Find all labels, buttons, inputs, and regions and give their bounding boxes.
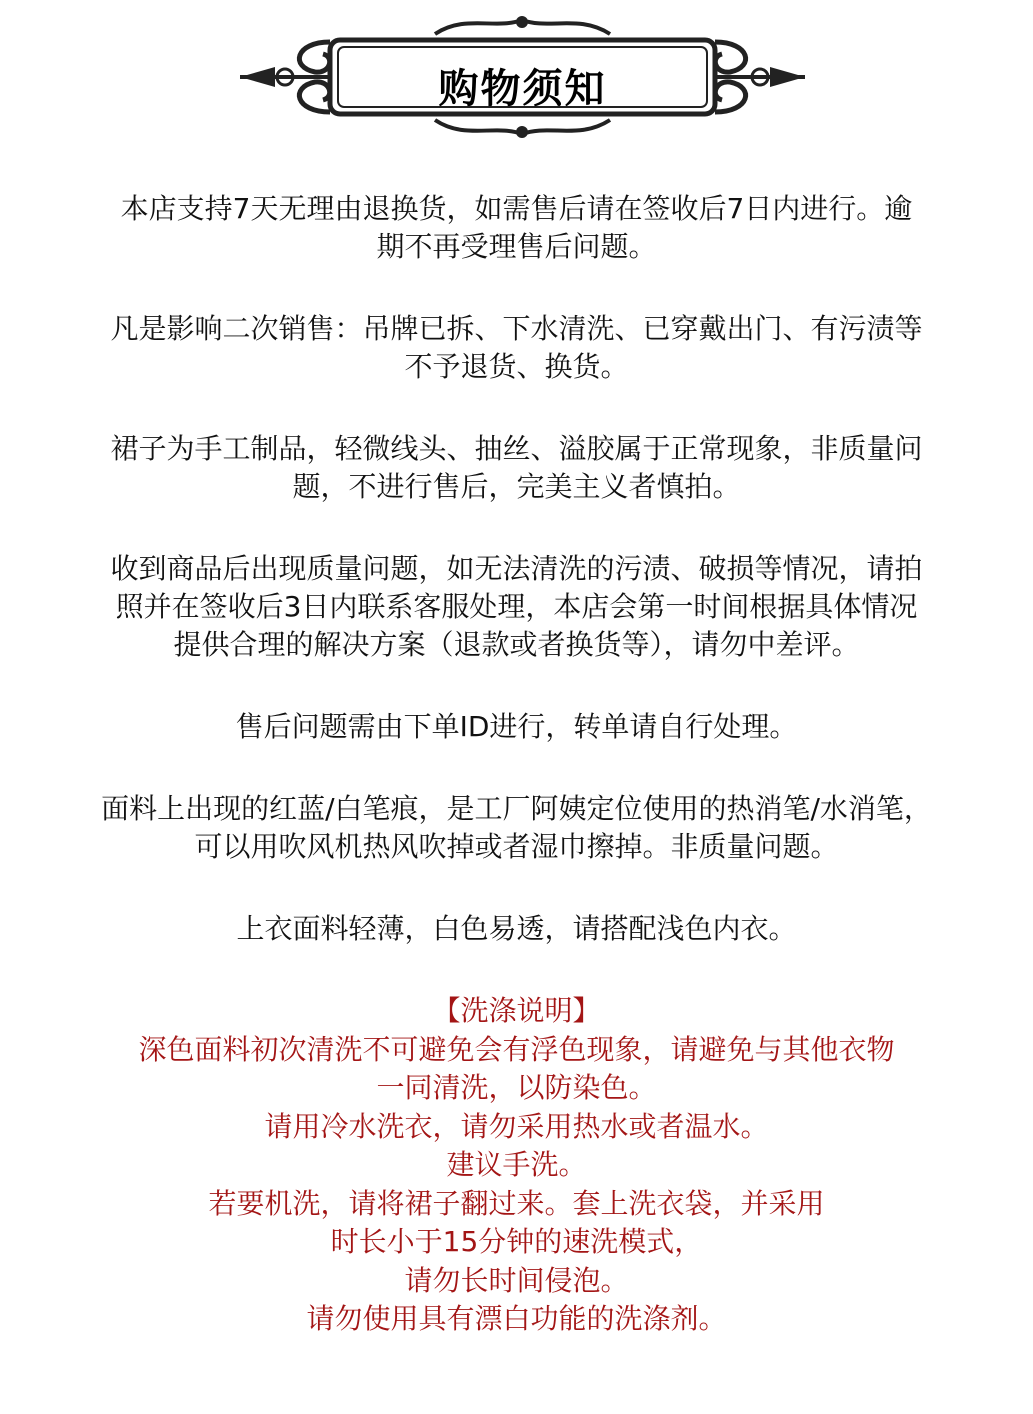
washing-line: 请勿使用具有漂白功能的洗涤剂。 [306,1302,727,1335]
washing-line: 若要机洗，请将裙子翻过来。套上洗衣袋，并采用 [208,1186,825,1220]
text-line: 本店支持7天无理由退换货，如需售后请在签收后7日内进行。逾 [120,192,913,225]
policy-order-id-paragraph [40,708,993,746]
text-line: 可以用吹风机热风吹掉或者湿巾擦掉。非质量问题。 [194,830,839,863]
title-banner [235,12,810,142]
text-line: 上衣面料轻薄，白色易透，请搭配浅色内衣。 [236,912,797,945]
washing-heading: 【洗涤说明】 [432,994,601,1027]
page-title: 购物须知 [438,66,607,112]
washing-line: 时长小于15分钟的速洗模式， [330,1225,703,1258]
washing-instructions [40,992,993,1339]
text-line: 提供合理的解决方案（退款或者换货等），请勿中差评。 [173,628,860,661]
text-line: 凡是影响二次销售：吊牌已拆、下水清洗、已穿戴出门、有污渍等 [110,312,923,345]
policy-fabric-paragraph [40,910,993,948]
policy-pen-mark-paragraph [40,790,993,866]
text-line: 题，不进行售后，完美主义者慎拍。 [292,470,741,503]
text-line: 照并在签收后3日内联系客服处理，本店会第一时间根据具体情况 [115,590,918,623]
washing-line: 建议手洗。 [446,1148,587,1181]
text-line: 不予退货、换货。 [404,350,629,383]
washing-line: 请用冷水洗衣，请勿采用热水或者温水。 [264,1109,769,1143]
policy-resale-paragraph [40,310,993,386]
text-line: 收到商品后出现质量问题，如无法清洗的污渍、破损等情况，请拍 [110,552,923,585]
text-line: 裙子为手工制品，轻微线头、抽丝、溢胶属于正常现象，非质量问 [110,432,923,465]
washing-line: 一同清洗，以防染色。 [376,1071,657,1104]
policy-quality-paragraph [40,550,993,664]
text-line: 期不再受理售后问题。 [376,230,657,263]
notice-content [40,190,993,992]
policy-return-paragraph [40,190,993,266]
text-line: 面料上出现的红蓝/白笔痕，是工厂阿姨定位使用的热消笔/水消笔， [101,792,932,825]
washing-line: 深色面料初次清洗不可避免会有浮色现象，请避免与其他衣物 [138,1032,895,1066]
text-line: 售后问题需由下单ID进行，转单请自行处理。 [235,710,798,743]
washing-line: 请勿长时间侵泡。 [404,1263,629,1297]
policy-handmade-paragraph [40,430,993,506]
